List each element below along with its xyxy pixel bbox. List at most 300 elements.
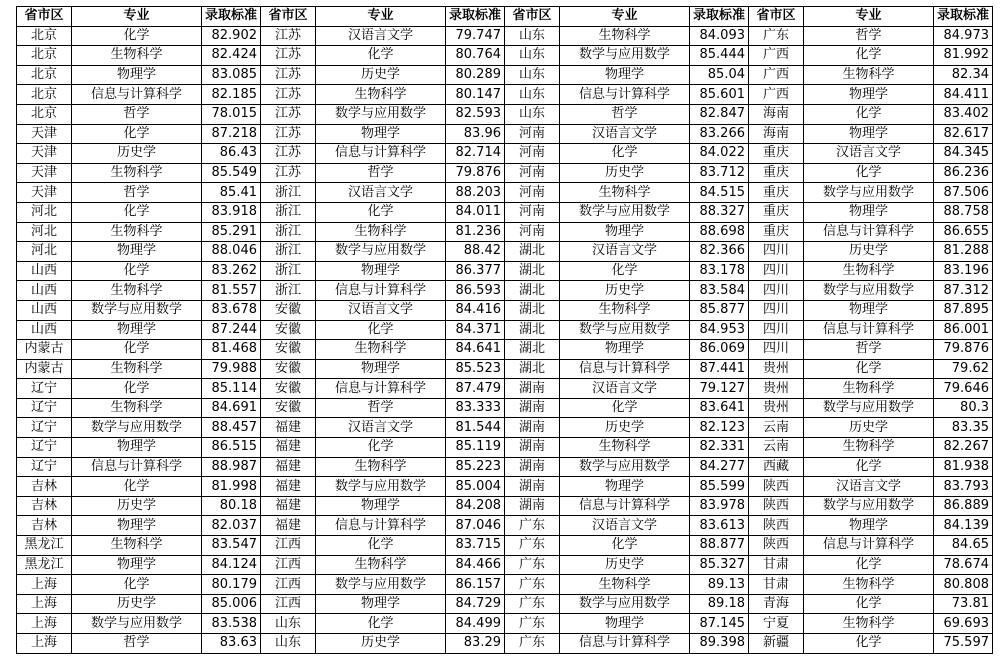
major-cell: 哲学 [316, 398, 446, 418]
province-cell: 辽宁 [17, 457, 72, 477]
table-row [17, 222, 993, 242]
score-cell: 80.808 [934, 575, 993, 595]
province-cell: 甘肃 [749, 575, 804, 595]
major-cell: 生物科学 [804, 575, 934, 595]
score-cell: 85.327 [690, 555, 749, 575]
score-cell: 86.001 [934, 320, 993, 340]
score-cell: 83.641 [690, 398, 749, 418]
major-cell: 化学 [804, 104, 934, 124]
province-cell: 浙江 [261, 202, 316, 222]
major-cell: 物理学 [560, 222, 690, 242]
province-cell: 吉林 [17, 516, 72, 536]
province-cell: 内蒙古 [17, 359, 72, 379]
province-cell: 新疆 [749, 634, 804, 654]
major-cell: 化学 [72, 261, 202, 281]
province-cell: 江西 [261, 575, 316, 595]
score-header: 录取标准 [446, 7, 505, 27]
score-cell: 86.43 [202, 144, 261, 164]
score-cell: 82.185 [202, 85, 261, 105]
province-cell: 上海 [17, 575, 72, 595]
major-cell: 信息与计算科学 [316, 379, 446, 399]
major-cell: 化学 [560, 536, 690, 556]
major-header: 专业 [560, 7, 690, 27]
province-cell: 安徽 [261, 340, 316, 360]
province-cell: 湖南 [505, 438, 560, 458]
major-cell: 物理学 [316, 124, 446, 144]
major-cell: 化学 [316, 536, 446, 556]
major-cell: 数学与应用数学 [560, 202, 690, 222]
table-row [17, 496, 993, 516]
major-cell: 汉语言文学 [316, 418, 446, 438]
province-cell: 内蒙古 [17, 340, 72, 360]
score-cell: 82.331 [690, 438, 749, 458]
score-cell: 89.13 [690, 575, 749, 595]
province-cell: 福建 [261, 516, 316, 536]
major-cell: 化学 [72, 124, 202, 144]
score-cell: 88.457 [202, 418, 261, 438]
score-cell: 79.876 [446, 163, 505, 183]
province-cell: 湖北 [505, 320, 560, 340]
major-cell: 信息与计算科学 [72, 457, 202, 477]
province-cell: 江西 [261, 536, 316, 556]
major-cell: 物理学 [72, 438, 202, 458]
score-cell: 85.599 [690, 477, 749, 497]
major-cell: 哲学 [804, 340, 934, 360]
major-cell: 数学与应用数学 [316, 104, 446, 124]
major-cell: 物理学 [72, 516, 202, 536]
major-cell: 化学 [804, 594, 934, 614]
major-cell: 生物科学 [804, 438, 934, 458]
major-cell: 信息与计算科学 [316, 281, 446, 301]
province-cell: 天津 [17, 183, 72, 203]
province-cell: 河南 [505, 144, 560, 164]
major-header: 专业 [72, 7, 202, 27]
score-cell: 84.124 [202, 555, 261, 575]
province-cell: 山西 [17, 320, 72, 340]
score-cell: 69.693 [934, 614, 993, 634]
score-cell: 88.046 [202, 242, 261, 262]
score-cell: 86.377 [446, 261, 505, 281]
major-cell: 数学与应用数学 [316, 575, 446, 595]
province-cell: 云南 [749, 438, 804, 458]
score-cell: 80.18 [202, 496, 261, 516]
province-cell: 河南 [505, 202, 560, 222]
major-cell: 哲学 [72, 183, 202, 203]
score-cell: 84.65 [934, 536, 993, 556]
score-cell: 85.601 [690, 85, 749, 105]
score-cell: 88.42 [446, 242, 505, 262]
score-cell: 73.81 [934, 594, 993, 614]
major-cell: 历史学 [72, 496, 202, 516]
province-cell: 山东 [505, 46, 560, 66]
province-cell: 四川 [749, 340, 804, 360]
province-cell: 广东 [505, 594, 560, 614]
major-cell: 信息与计算科学 [804, 222, 934, 242]
major-cell: 生物科学 [316, 222, 446, 242]
score-cell: 83.547 [202, 536, 261, 556]
score-cell: 83.96 [446, 124, 505, 144]
table-row [17, 242, 993, 262]
province-header: 省市区 [17, 7, 72, 27]
major-cell: 历史学 [316, 65, 446, 85]
score-cell: 81.557 [202, 281, 261, 301]
major-cell: 生物科学 [72, 163, 202, 183]
score-cell: 88.203 [446, 183, 505, 203]
score-cell: 84.139 [934, 516, 993, 536]
major-cell: 生物科学 [560, 575, 690, 595]
table-row [17, 124, 993, 144]
province-cell: 安徽 [261, 300, 316, 320]
table-row [17, 261, 993, 281]
score-cell: 84.093 [690, 26, 749, 46]
province-cell: 天津 [17, 163, 72, 183]
province-cell: 江苏 [261, 26, 316, 46]
major-cell: 化学 [560, 261, 690, 281]
score-cell: 85.223 [446, 457, 505, 477]
province-cell: 河南 [505, 222, 560, 242]
major-cell: 化学 [804, 163, 934, 183]
major-cell: 汉语言文学 [560, 516, 690, 536]
score-cell: 84.411 [934, 85, 993, 105]
score-cell: 85.114 [202, 379, 261, 399]
major-cell: 信息与计算科学 [72, 85, 202, 105]
province-cell: 广东 [749, 26, 804, 46]
province-cell: 安徽 [261, 320, 316, 340]
province-cell: 湖南 [505, 398, 560, 418]
province-cell: 北京 [17, 65, 72, 85]
score-cell: 82.123 [690, 418, 749, 438]
province-cell: 山东 [505, 26, 560, 46]
score-cell: 78.015 [202, 104, 261, 124]
major-cell: 汉语言文学 [316, 183, 446, 203]
score-cell: 83.584 [690, 281, 749, 301]
province-cell: 天津 [17, 144, 72, 164]
score-cell: 87.312 [934, 281, 993, 301]
score-cell: 82.424 [202, 46, 261, 66]
major-cell: 生物科学 [72, 222, 202, 242]
score-cell: 84.011 [446, 202, 505, 222]
province-cell: 江苏 [261, 46, 316, 66]
score-cell: 81.288 [934, 242, 993, 262]
score-cell: 81.544 [446, 418, 505, 438]
major-cell: 物理学 [560, 340, 690, 360]
major-cell: 物理学 [72, 555, 202, 575]
province-cell: 上海 [17, 614, 72, 634]
province-cell: 浙江 [261, 183, 316, 203]
score-cell: 81.938 [934, 457, 993, 477]
province-cell: 北京 [17, 104, 72, 124]
major-cell: 信息与计算科学 [560, 85, 690, 105]
score-cell: 79.646 [934, 379, 993, 399]
province-cell: 辽宁 [17, 438, 72, 458]
score-cell: 79.127 [690, 379, 749, 399]
score-cell: 86.515 [202, 438, 261, 458]
major-cell: 数学与应用数学 [804, 281, 934, 301]
score-cell: 85.523 [446, 359, 505, 379]
province-cell: 湖北 [505, 281, 560, 301]
score-cell: 86.655 [934, 222, 993, 242]
table-row [17, 536, 993, 556]
score-cell: 87.244 [202, 320, 261, 340]
province-cell: 山东 [261, 634, 316, 654]
table-row [17, 104, 993, 124]
major-cell: 汉语言文学 [804, 144, 934, 164]
major-cell: 物理学 [316, 594, 446, 614]
province-cell: 浙江 [261, 281, 316, 301]
province-header: 省市区 [261, 7, 316, 27]
province-header: 省市区 [505, 7, 560, 27]
score-cell: 80.179 [202, 575, 261, 595]
table-row [17, 575, 993, 595]
province-cell: 山西 [17, 261, 72, 281]
score-cell: 84.691 [202, 398, 261, 418]
province-cell: 河南 [505, 183, 560, 203]
province-cell: 江苏 [261, 124, 316, 144]
major-cell: 历史学 [560, 281, 690, 301]
score-cell: 85.119 [446, 438, 505, 458]
major-cell: 化学 [316, 438, 446, 458]
major-cell: 信息与计算科学 [804, 320, 934, 340]
major-cell: 哲学 [316, 163, 446, 183]
major-cell: 信息与计算科学 [316, 144, 446, 164]
major-cell: 数学与应用数学 [804, 398, 934, 418]
province-cell: 广西 [749, 85, 804, 105]
score-cell: 83.918 [202, 202, 261, 222]
major-cell: 数学与应用数学 [804, 183, 934, 203]
major-cell: 数学与应用数学 [560, 594, 690, 614]
province-cell: 陕西 [749, 536, 804, 556]
major-cell: 历史学 [72, 144, 202, 164]
major-cell: 生物科学 [804, 261, 934, 281]
score-cell: 83.678 [202, 300, 261, 320]
table-row [17, 26, 993, 46]
major-cell: 物理学 [804, 300, 934, 320]
province-cell: 广东 [505, 536, 560, 556]
score-cell: 84.953 [690, 320, 749, 340]
province-cell: 安徽 [261, 398, 316, 418]
major-cell: 哲学 [560, 104, 690, 124]
major-cell: 数学与应用数学 [316, 242, 446, 262]
major-cell: 哲学 [72, 634, 202, 654]
table-row [17, 46, 993, 66]
province-cell: 重庆 [749, 222, 804, 242]
score-cell: 81.998 [202, 477, 261, 497]
province-cell: 吉林 [17, 477, 72, 497]
score-cell: 83.29 [446, 634, 505, 654]
province-cell: 湖南 [505, 418, 560, 438]
major-cell: 数学与应用数学 [316, 477, 446, 497]
score-cell: 82.902 [202, 26, 261, 46]
score-cell: 85.444 [690, 46, 749, 66]
province-cell: 西藏 [749, 457, 804, 477]
major-cell: 物理学 [804, 516, 934, 536]
major-header: 专业 [316, 7, 446, 27]
province-cell: 安徽 [261, 379, 316, 399]
province-cell: 宁夏 [749, 614, 804, 634]
score-cell: 83.333 [446, 398, 505, 418]
province-cell: 河北 [17, 202, 72, 222]
major-cell: 化学 [316, 614, 446, 634]
major-cell: 化学 [804, 555, 934, 575]
major-cell: 生物科学 [316, 457, 446, 477]
major-cell: 生物科学 [316, 555, 446, 575]
province-cell: 江苏 [261, 65, 316, 85]
major-header: 专业 [804, 7, 934, 27]
province-cell: 山东 [505, 65, 560, 85]
score-cell: 83.266 [690, 124, 749, 144]
province-cell: 天津 [17, 124, 72, 144]
score-cell: 84.499 [446, 614, 505, 634]
major-cell: 化学 [804, 634, 934, 654]
province-cell: 四川 [749, 242, 804, 262]
major-cell: 生物科学 [560, 300, 690, 320]
major-cell: 信息与计算科学 [560, 359, 690, 379]
major-cell: 生物科学 [72, 281, 202, 301]
major-cell: 信息与计算科学 [804, 536, 934, 556]
province-cell: 河北 [17, 222, 72, 242]
province-cell: 重庆 [749, 202, 804, 222]
province-cell: 辽宁 [17, 398, 72, 418]
province-cell: 北京 [17, 85, 72, 105]
major-cell: 物理学 [804, 85, 934, 105]
major-cell: 哲学 [72, 104, 202, 124]
province-cell: 浙江 [261, 261, 316, 281]
score-cell: 80.3 [934, 398, 993, 418]
score-cell: 87.506 [934, 183, 993, 203]
province-cell: 陕西 [749, 496, 804, 516]
table-row [17, 555, 993, 575]
score-cell: 79.62 [934, 359, 993, 379]
province-cell: 山东 [261, 614, 316, 634]
major-cell: 历史学 [560, 163, 690, 183]
score-cell: 88.327 [690, 202, 749, 222]
major-cell: 历史学 [316, 634, 446, 654]
province-cell: 河北 [17, 242, 72, 262]
score-header: 录取标准 [690, 7, 749, 27]
province-cell: 四川 [749, 320, 804, 340]
major-cell: 历史学 [804, 242, 934, 262]
table-row [17, 457, 993, 477]
major-cell: 物理学 [560, 477, 690, 497]
major-cell: 历史学 [560, 555, 690, 575]
score-cell: 84.515 [690, 183, 749, 203]
province-cell: 贵州 [749, 398, 804, 418]
major-cell: 物理学 [316, 359, 446, 379]
major-cell: 汉语言文学 [316, 300, 446, 320]
province-cell: 黑龙江 [17, 555, 72, 575]
major-cell: 历史学 [72, 594, 202, 614]
score-cell: 84.729 [446, 594, 505, 614]
major-cell: 历史学 [804, 418, 934, 438]
major-cell: 化学 [804, 359, 934, 379]
table-header-row [17, 7, 993, 27]
score-cell: 88.758 [934, 202, 993, 222]
score-cell: 83.715 [446, 536, 505, 556]
major-cell: 化学 [316, 46, 446, 66]
major-cell: 数学与应用数学 [560, 457, 690, 477]
table-row [17, 340, 993, 360]
major-cell: 化学 [72, 340, 202, 360]
province-cell: 湖北 [505, 261, 560, 281]
score-cell: 84.277 [690, 457, 749, 477]
score-header: 录取标准 [934, 7, 993, 27]
score-cell: 79.876 [934, 340, 993, 360]
province-header: 省市区 [749, 7, 804, 27]
table-row [17, 614, 993, 634]
score-cell: 84.641 [446, 340, 505, 360]
table-row [17, 144, 993, 164]
score-cell: 86.236 [934, 163, 993, 183]
major-cell: 汉语言文学 [316, 26, 446, 46]
score-cell: 84.371 [446, 320, 505, 340]
table-body [17, 26, 993, 653]
province-cell: 安徽 [261, 359, 316, 379]
score-cell: 85.291 [202, 222, 261, 242]
score-cell: 81.468 [202, 340, 261, 360]
province-cell: 陕西 [749, 477, 804, 497]
province-cell: 广东 [505, 516, 560, 536]
province-cell: 浙江 [261, 222, 316, 242]
major-cell: 物理学 [804, 124, 934, 144]
score-cell: 83.178 [690, 261, 749, 281]
major-cell: 汉语言文学 [804, 477, 934, 497]
score-cell: 84.466 [446, 555, 505, 575]
score-cell: 81.236 [446, 222, 505, 242]
score-cell: 83.402 [934, 104, 993, 124]
score-cell: 80.764 [446, 46, 505, 66]
score-cell: 84.416 [446, 300, 505, 320]
table-row [17, 85, 993, 105]
province-cell: 广西 [749, 65, 804, 85]
score-cell: 83.793 [934, 477, 993, 497]
score-cell: 84.208 [446, 496, 505, 516]
score-cell: 86.889 [934, 496, 993, 516]
table-row [17, 202, 993, 222]
province-cell: 重庆 [749, 163, 804, 183]
province-cell: 黑龙江 [17, 536, 72, 556]
score-cell: 82.714 [446, 144, 505, 164]
major-cell: 汉语言文学 [560, 124, 690, 144]
score-cell: 86.069 [690, 340, 749, 360]
province-cell: 云南 [749, 418, 804, 438]
province-cell: 重庆 [749, 183, 804, 203]
province-cell: 福建 [261, 457, 316, 477]
major-cell: 生物科学 [316, 85, 446, 105]
major-cell: 化学 [316, 320, 446, 340]
score-cell: 80.147 [446, 85, 505, 105]
score-cell: 89.18 [690, 594, 749, 614]
province-cell: 江西 [261, 555, 316, 575]
province-cell: 吉林 [17, 496, 72, 516]
province-cell: 江苏 [261, 85, 316, 105]
province-cell: 福建 [261, 477, 316, 497]
province-cell: 上海 [17, 594, 72, 614]
major-cell: 数学与应用数学 [72, 418, 202, 438]
province-cell: 山西 [17, 281, 72, 301]
major-cell: 化学 [72, 477, 202, 497]
major-cell: 历史学 [560, 418, 690, 438]
province-cell: 贵州 [749, 359, 804, 379]
table-row [17, 438, 993, 458]
score-cell: 78.674 [934, 555, 993, 575]
major-cell: 生物科学 [72, 46, 202, 66]
province-cell: 广西 [749, 46, 804, 66]
table-row [17, 65, 993, 85]
major-cell: 信息与计算科学 [316, 516, 446, 536]
table-row [17, 320, 993, 340]
admission-table-container [16, 6, 993, 654]
score-cell: 88.877 [690, 536, 749, 556]
